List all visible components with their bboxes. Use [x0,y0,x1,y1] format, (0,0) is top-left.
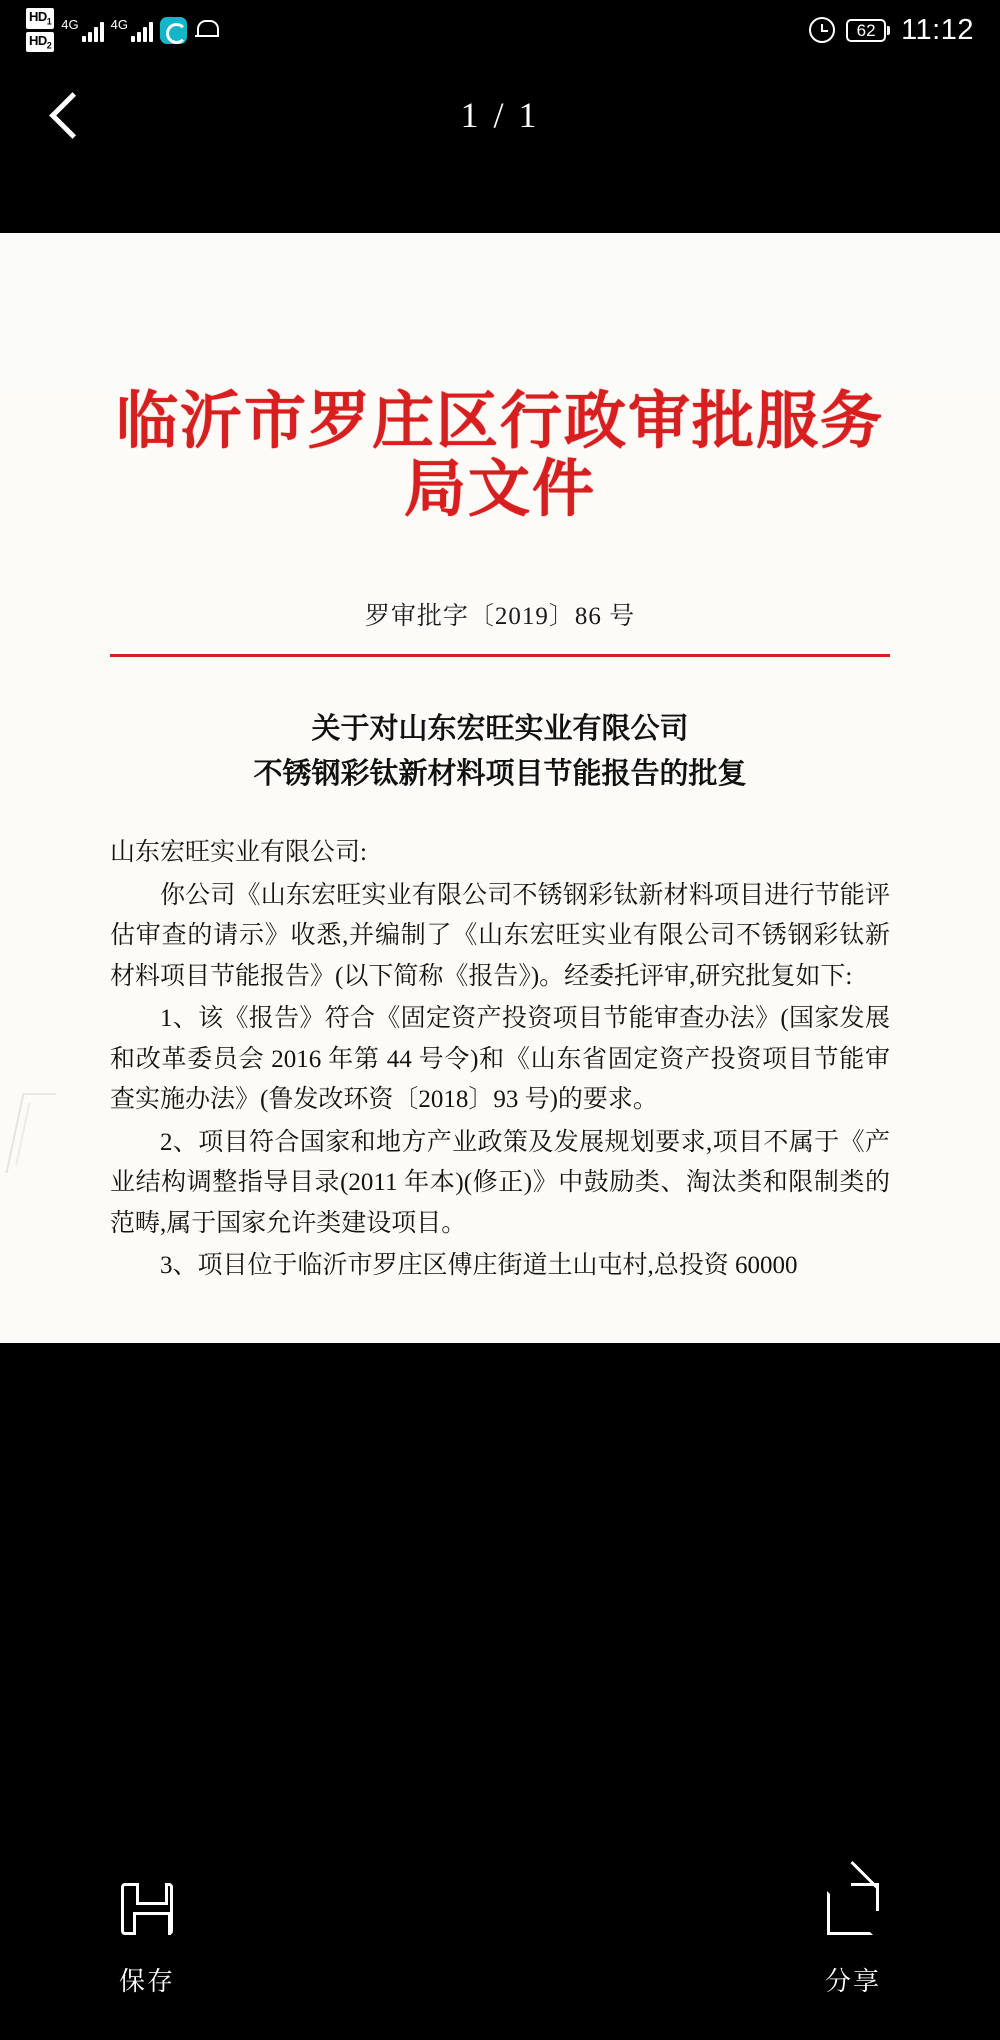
battery-level: 62 [846,19,886,42]
hd1-badge: $HD_1$ [26,8,54,29]
paper-fold-mark [5,1093,56,1173]
body-paragraph-2: 1、该《报告》符合《固定资产投资项目节能审查办法》(国家发展和改革委员会 2016 年第 44 号令)和《山东省固定资产投资项目节能审查实施办法》(鲁发改环资〔2018〕93 号)的要求。 [110,1005,890,1114]
signal-bars-icon-2 [131,20,153,42]
hd-badges [26,8,54,52]
document-body [110,833,890,1287]
page-indicator: 1 / 1 [460,95,540,135]
document-number: 罗审批字〔2019〕86 号 [364,603,636,631]
subject-line-1: 关于对山东宏旺实业有限公司 [311,713,689,746]
document-page [0,388,1000,1343]
battery-indicator [846,19,890,42]
document-red-rule [110,654,890,657]
status-bar-right [809,14,974,47]
action-row [0,1883,1000,1998]
network-type-1: 4G [61,17,79,32]
status-bar-left [26,8,809,52]
document-viewport[interactable] [0,233,1000,1343]
subject-line-2: 不锈钢彩钛新材料项目节能报告的批复 [253,758,747,791]
bottom-action-bar [0,1343,1000,2040]
signal-bars-icon-1 [82,20,104,42]
hd2-badge: $HD_2$ [26,32,54,53]
floppy-disk-save-icon [121,1883,173,1935]
app-status-icon [160,17,187,44]
signal-2 [111,18,153,42]
document-header-title: 临沂市罗庄区行政审批服务局文件 [115,388,884,525]
back-chevron-icon[interactable] [42,88,96,142]
battery-cap [887,26,890,35]
network-type-2: 4G [110,17,128,32]
body-paragraph-1: 你公司《山东宏旺实业有限公司不锈钢彩钛新材料项目进行节能评估审查的请示》收悉,并编制了《山东宏旺实业有限公司不锈钢彩钛新材料项目节能报告》(以下简称《报告》)。经委托评审,研究批复如下: [110,881,890,990]
status-bar [0,0,1000,60]
status-clock: 11:12 [901,13,974,46]
body-paragraph-4: 3、项目位于临沂市罗庄区傅庄街道土山屯村,总投资 60000 [160,1252,798,1280]
salutation: 山东宏旺实业有限公司: [110,839,367,867]
body-paragraph-3: 2、项目符合国家和地方产业政策及发展规划要求,项目不属于《产业结构调整指导目录(2011 年本)(修正)》中鼓励类、淘汰类和限制类的范畴,属于国家允许类建设项目。 [110,1128,890,1237]
share-button[interactable] [778,1883,928,1998]
save-button-label: 保存 [118,1966,175,1996]
save-button[interactable] [72,1883,222,1998]
share-button-label: 分享 [824,1966,881,1996]
nav-bar [0,60,1000,170]
signal-1 [61,18,103,42]
document-subject [110,707,890,797]
bell-icon [194,17,218,43]
alarm-clock-icon [809,17,835,43]
share-arrow-icon [827,1883,879,1935]
